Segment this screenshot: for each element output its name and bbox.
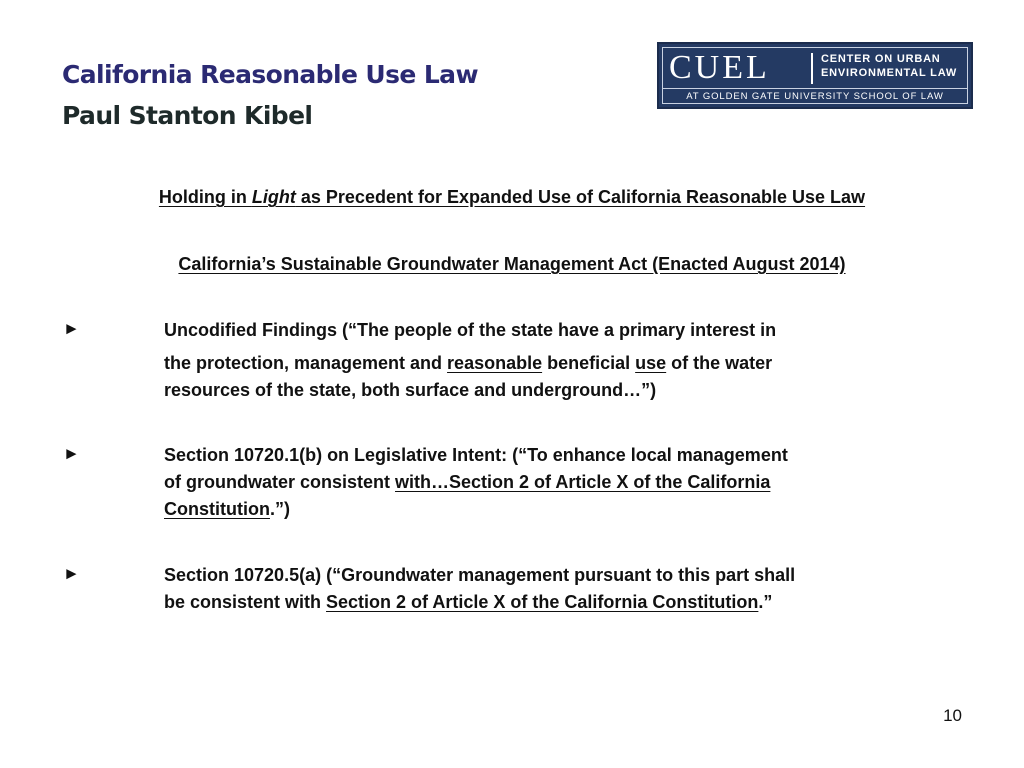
bullet-line bbox=[164, 350, 974, 377]
text-run: of groundwater consistent bbox=[164, 472, 396, 492]
text-run: beneficial bbox=[542, 353, 636, 373]
text-run: be consistent with bbox=[164, 592, 327, 612]
bullet-line: resources of the state, both surface and underground…”) bbox=[164, 380, 657, 400]
heading-holding-italic: Light bbox=[251, 187, 296, 207]
bullet-line bbox=[164, 469, 974, 496]
bullet-legislative-intent bbox=[164, 442, 974, 523]
heading-sgma: California’s Sustainable Groundwater Management Act (Enacted August 2014) bbox=[178, 254, 846, 274]
bullet-line bbox=[164, 496, 974, 523]
logo-name-line1: CENTER ON URBAN bbox=[821, 53, 941, 65]
logo-divider bbox=[811, 53, 813, 84]
underlined-term: with…Section 2 of Article X of the California bbox=[395, 472, 771, 492]
underlined-term: use bbox=[635, 353, 667, 373]
text-run: of the water bbox=[666, 353, 773, 373]
heading-holding bbox=[0, 187, 1024, 208]
underlined-term: Constitution bbox=[164, 499, 270, 519]
underlined-term: reasonable bbox=[447, 353, 543, 373]
heading-holding-suffix: as Precedent for Expanded Use of California Reasonable Use Law bbox=[295, 187, 866, 207]
logo-center-name bbox=[821, 52, 957, 80]
slide-author: Paul Stanton Kibel bbox=[62, 101, 313, 130]
logo-affiliation: AT GOLDEN GATE UNIVERSITY SCHOOL OF LAW bbox=[686, 91, 944, 102]
logo-name-line2: ENVIRONMENTAL LAW bbox=[821, 67, 958, 79]
text-run: .”) bbox=[269, 499, 290, 519]
bullet-arrow-icon: ► bbox=[63, 444, 80, 463]
bullet-arrow-icon: ► bbox=[63, 564, 80, 583]
underlined-term: Section 2 of Article X of the California Constitution bbox=[326, 592, 759, 612]
bullet-arrow-icon: ► bbox=[63, 319, 80, 338]
bullet-uncodified-findings bbox=[164, 317, 974, 404]
cuel-logo bbox=[657, 42, 973, 109]
heading-holding-prefix: Holding in bbox=[158, 187, 252, 207]
bullet-line: Uncodified Findings (“The people of the state have a primary interest in bbox=[164, 320, 777, 340]
text-run: .” bbox=[758, 592, 773, 612]
logo-acronym: CUEL bbox=[669, 49, 770, 86]
bullet-line bbox=[164, 589, 974, 616]
bullet-line: Section 10720.5(a) (“Groundwater management pursuant to this part shall bbox=[164, 565, 796, 585]
title-block bbox=[62, 56, 478, 138]
slide-title: California Reasonable Use Law bbox=[62, 60, 478, 89]
bullet-section-10720-5 bbox=[164, 562, 974, 616]
page-number: 10 bbox=[943, 706, 962, 725]
logo-rule bbox=[663, 88, 967, 89]
bullet-line: Section 10720.1(b) on Legislative Intent: (“To enhance local management bbox=[164, 445, 788, 465]
text-run: the protection, management and bbox=[164, 353, 448, 373]
